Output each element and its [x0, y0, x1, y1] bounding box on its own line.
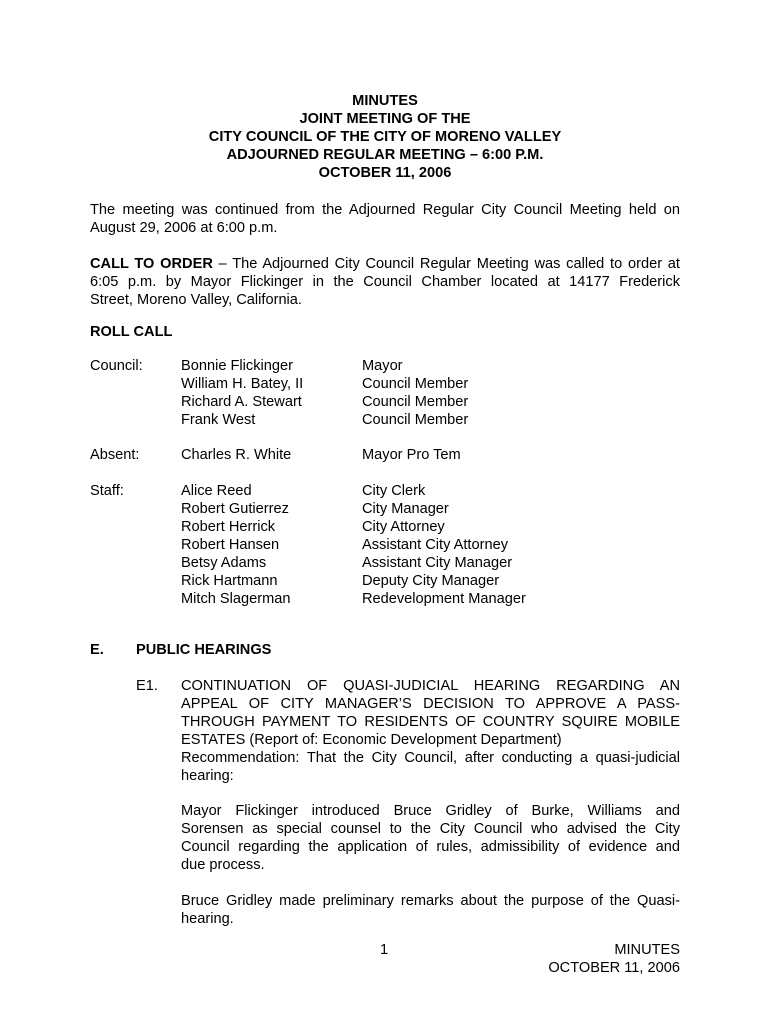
- item-line: APPEAL OF CITY MANAGER’S DECISION TO APPROVE A PASS-: [181, 696, 680, 712]
- staff-name: Betsy Adams: [181, 555, 267, 571]
- call-to-order-paragraph: [90, 255, 680, 309]
- intro-line: The meeting was continued from the Adjourned Regular City Council Meeting held on: [90, 202, 680, 218]
- header-meeting-type: JOINT MEETING OF THE: [299, 111, 471, 127]
- staff-role: Assistant City Attorney: [362, 537, 508, 553]
- section-letter: E.: [90, 642, 104, 658]
- absent-name: Charles R. White: [181, 447, 292, 463]
- paragraph-line: hearing.: [181, 911, 234, 927]
- council-name: William H. Batey, II: [181, 376, 304, 392]
- item-paragraph-2: [181, 892, 680, 928]
- paragraph-line: Bruce Gridley made preliminary remarks about the purpose of the Quasi-: [181, 893, 680, 909]
- council-name: Frank West: [181, 412, 256, 428]
- item-description: [181, 677, 680, 785]
- call-to-order-label: CALL TO ORDER: [90, 256, 213, 272]
- header-body: CITY COUNCIL OF THE CITY OF MORENO VALLEY: [208, 129, 562, 145]
- staff-name: Robert Gutierrez: [181, 501, 289, 517]
- staff-name: Rick Hartmann: [181, 573, 278, 589]
- staff-role: Assistant City Manager: [362, 555, 513, 571]
- council-role: Council Member: [362, 376, 469, 392]
- call-to-order-line: [90, 255, 680, 273]
- item-number: E1.: [136, 678, 158, 694]
- call-to-order-text: – The Adjourned City Council Regular Meeting was called to order at: [212, 256, 680, 272]
- staff-role: City Clerk: [362, 483, 426, 499]
- paragraph-line: Council regarding the application of rules, admissibility of evidence and: [181, 839, 680, 855]
- call-to-order-line: Street, Moreno Valley, California.: [90, 292, 302, 308]
- council-label: Council:: [90, 358, 143, 374]
- intro-line: August 29, 2006 at 6:00 p.m.: [90, 220, 278, 236]
- item-line: hearing:: [181, 768, 234, 784]
- council-roles: [362, 357, 468, 429]
- section-title: PUBLIC HEARINGS: [136, 642, 272, 658]
- header-title: MINUTES: [352, 93, 418, 109]
- staff-role: Redevelopment Manager: [362, 591, 526, 607]
- staff-roles: [362, 482, 526, 608]
- council-name: Bonnie Flickinger: [181, 358, 293, 374]
- header-date: OCTOBER 11, 2006: [318, 165, 452, 181]
- absent-label: Absent:: [90, 447, 140, 463]
- footer-title: MINUTES: [614, 942, 680, 958]
- roll-call-title: ROLL CALL: [90, 324, 173, 340]
- call-to-order-line: 6:05 p.m. by Mayor Flickinger in the Council Chamber located at 14177 Frederick: [90, 274, 680, 290]
- header-session: ADJOURNED REGULAR MEETING – 6:00 P.M.: [226, 147, 544, 163]
- council-name: Richard A. Stewart: [181, 394, 302, 410]
- intro-paragraph: [90, 201, 680, 237]
- council-role: Council Member: [362, 394, 469, 410]
- staff-names: [181, 482, 291, 608]
- staff-label: Staff:: [90, 483, 124, 499]
- staff-role: City Attorney: [362, 519, 445, 535]
- document-header: [0, 92, 770, 182]
- item-line: THROUGH PAYMENT TO RESIDENTS OF COUNTRY SQUIRE MOBILE: [181, 714, 680, 730]
- council-names: [181, 357, 303, 429]
- staff-role: City Manager: [362, 501, 449, 517]
- staff-name: Robert Hansen: [181, 537, 280, 553]
- paragraph-line: Mayor Flickinger introduced Bruce Gridley of Burke, Williams and: [181, 803, 680, 819]
- staff-name: Robert Herrick: [181, 519, 276, 535]
- item-line: ESTATES (Report of: Economic Development Department): [181, 732, 562, 748]
- item-line: Recommendation: That the City Council, after conducting a quasi-judicial: [181, 750, 680, 766]
- item-paragraph-1: [181, 802, 680, 874]
- absent-role: Mayor Pro Tem: [362, 447, 461, 463]
- council-role: Council Member: [362, 412, 469, 428]
- paragraph-line: due process.: [181, 857, 265, 873]
- running-footer: [548, 941, 680, 977]
- footer-date: OCTOBER 11, 2006: [548, 960, 680, 976]
- page-number: 1: [380, 942, 389, 958]
- staff-role: Deputy City Manager: [362, 573, 500, 589]
- paragraph-line: Sorensen as special counsel to the City Council who advised the City: [181, 821, 680, 837]
- staff-name: Alice Reed: [181, 483, 252, 499]
- council-role: Mayor: [362, 358, 403, 374]
- staff-name: Mitch Slagerman: [181, 591, 291, 607]
- item-line: CONTINUATION OF QUASI-JUDICIAL HEARING REGARDING AN: [181, 678, 680, 694]
